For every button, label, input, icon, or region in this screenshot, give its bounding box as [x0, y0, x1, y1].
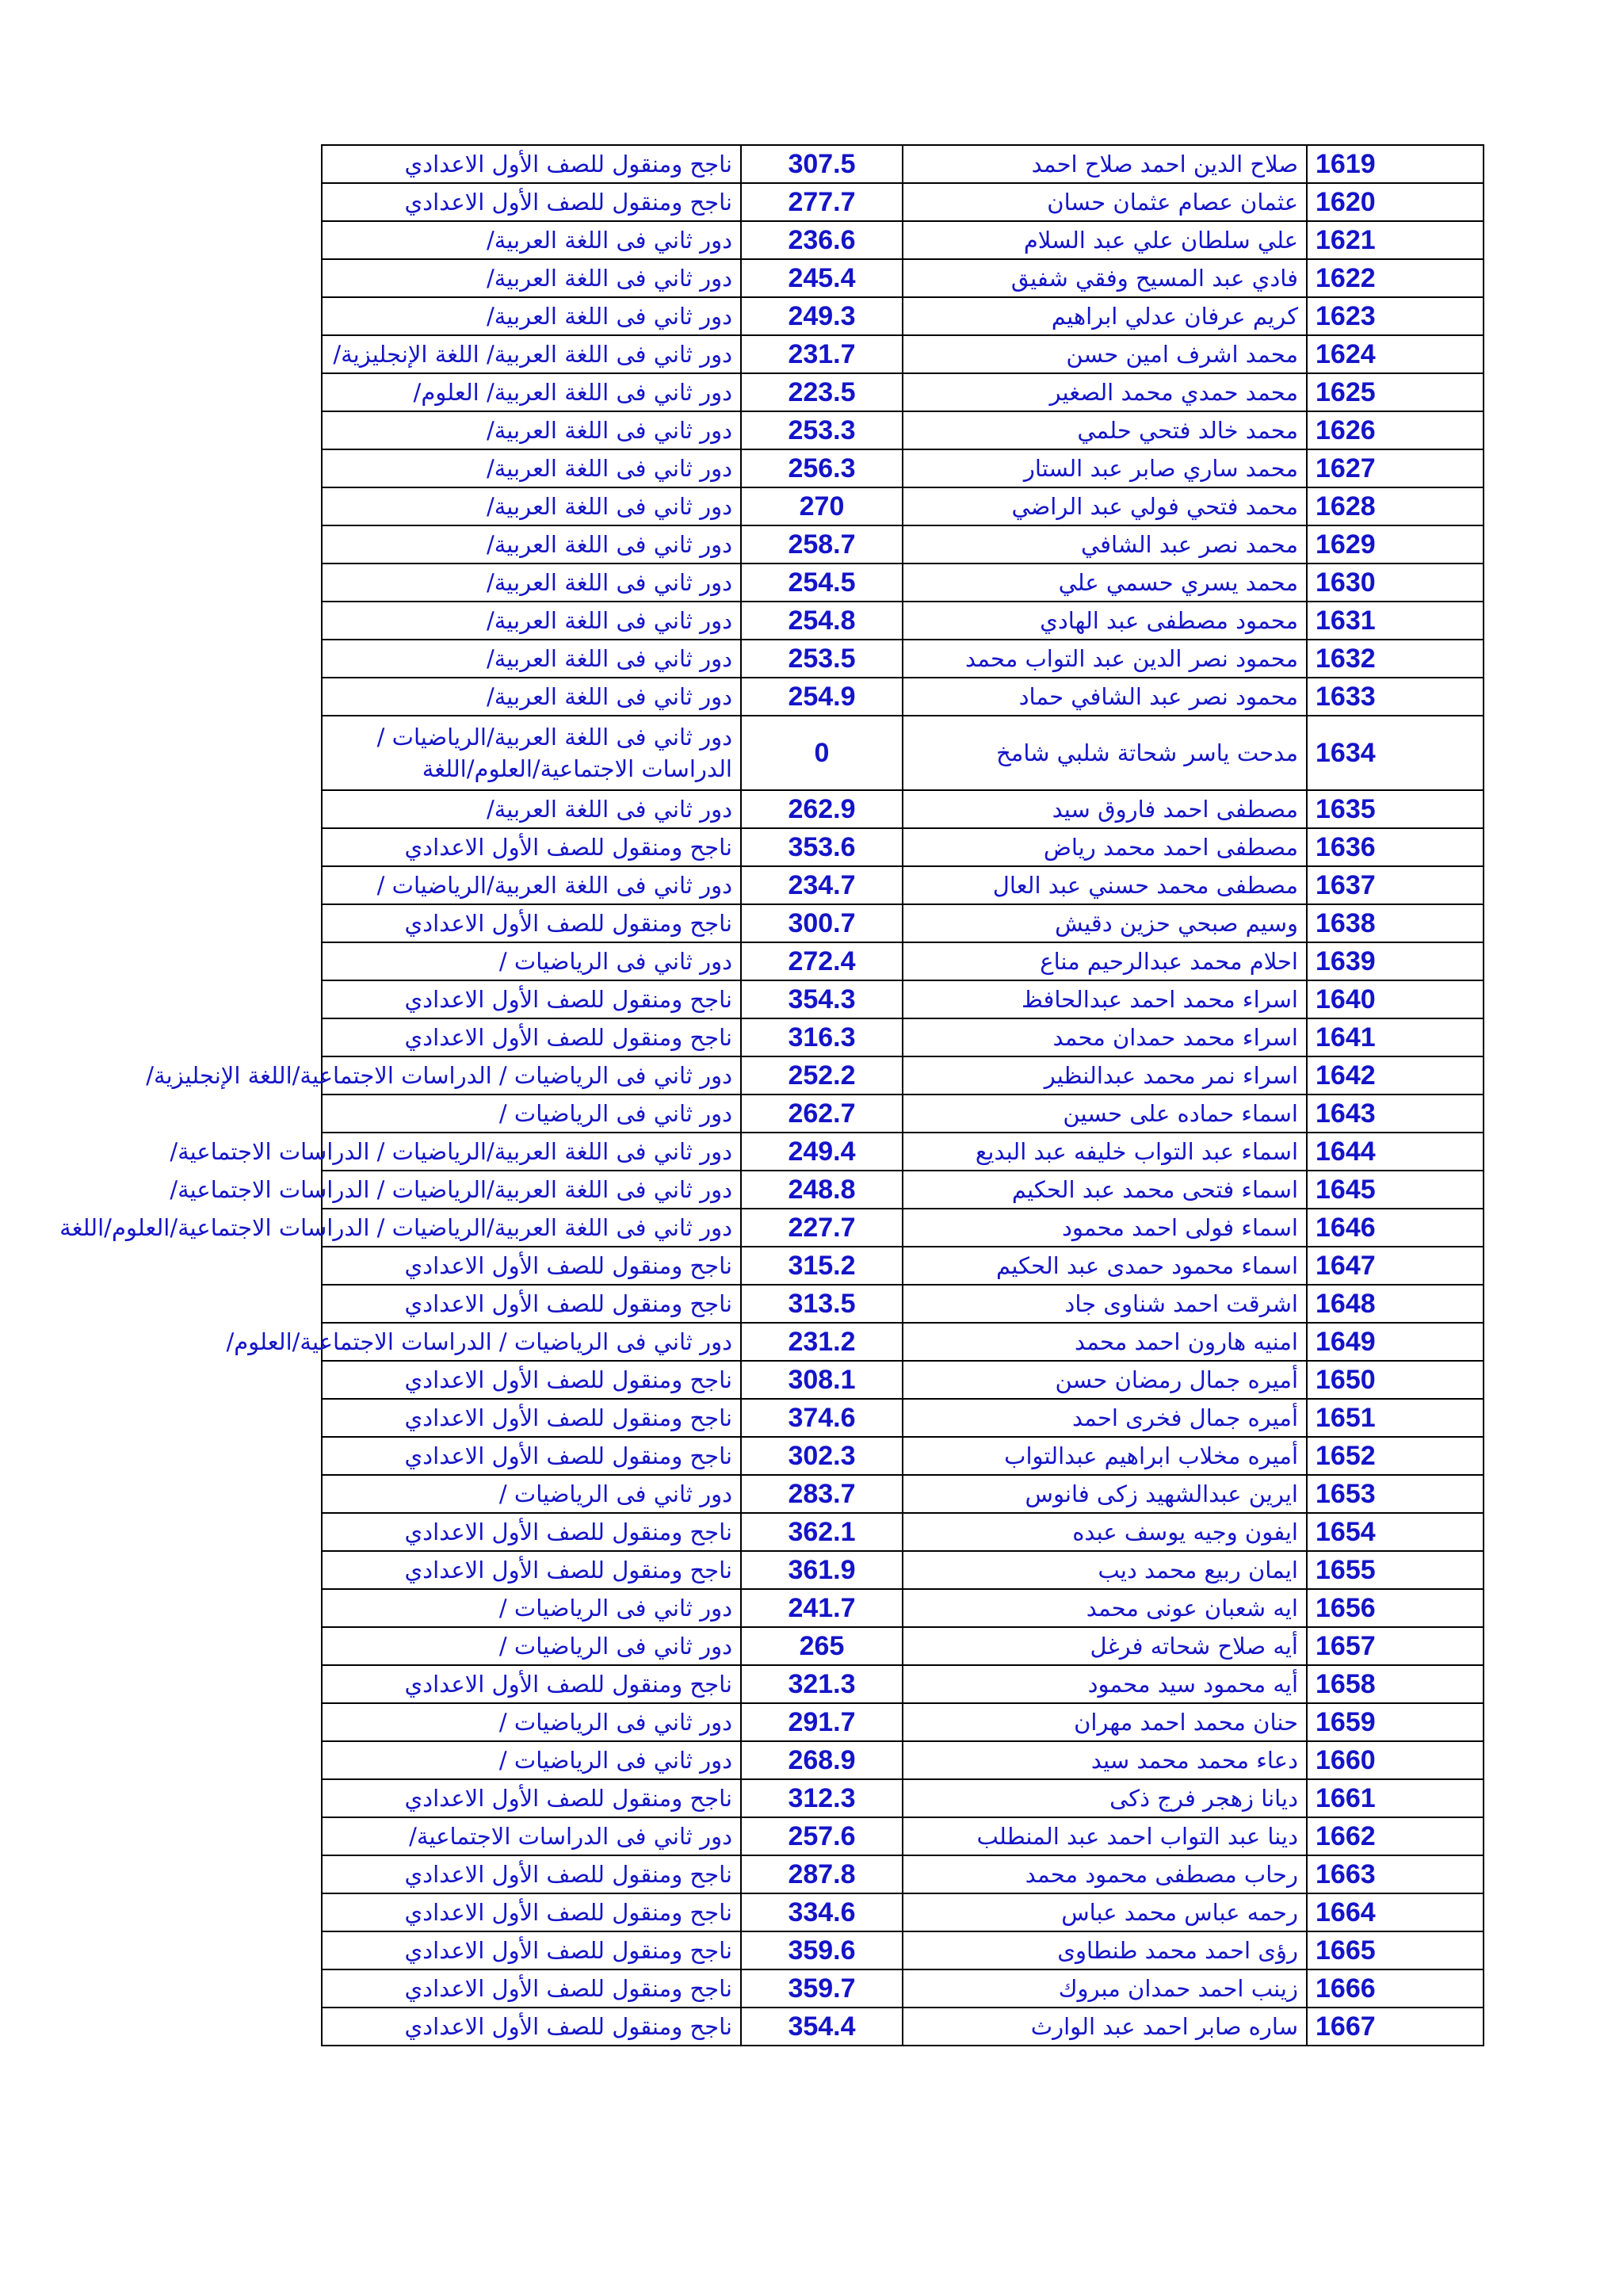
total-score-cell: 231.7 [741, 335, 903, 373]
total-score-cell: 302.3 [741, 1437, 903, 1475]
result-cell: ناجح ومنقول للصف الأول الاعدادي [322, 1437, 741, 1475]
table-row [322, 602, 1484, 640]
result-cell: ناجح ومنقول للصف الأول الاعدادي [322, 2008, 741, 2046]
table-row [322, 1361, 1484, 1399]
total-score-cell: 262.9 [741, 790, 903, 828]
table-row [322, 297, 1484, 335]
table-row [322, 1817, 1484, 1855]
student-name-cell: محمد خالد فتحي حلمي [903, 411, 1307, 449]
table-row [322, 1969, 1484, 2008]
table-row [322, 145, 1484, 183]
seat-number-cell: 1632 [1307, 640, 1484, 678]
seat-number-cell: 1641 [1307, 1018, 1484, 1056]
total-score-cell: 268.9 [741, 1741, 903, 1779]
student-name-cell: اسراء محمد احمد عبدالحافظ [903, 980, 1307, 1018]
seat-number-cell: 1658 [1307, 1665, 1484, 1703]
table-row [322, 980, 1484, 1018]
seat-number-cell: 1631 [1307, 602, 1484, 640]
student-name-cell: ايفون وجيه يوسف عبده [903, 1513, 1307, 1551]
result-cell: دور ثاني فى اللغة العربية/ [322, 525, 741, 563]
total-score-cell: 254.8 [741, 602, 903, 640]
results-table-body [59, 145, 1484, 2046]
total-score-cell: 321.3 [741, 1665, 903, 1703]
table-row [322, 678, 1484, 716]
result-cell: ناجح ومنقول للصف الأول الاعدادي [322, 1893, 741, 1931]
seat-number-cell: 1666 [1307, 1969, 1484, 2008]
seat-number-cell: 1640 [1307, 980, 1484, 1018]
total-score-cell: 362.1 [741, 1513, 903, 1551]
result-cell: دور ثاني فى الرياضيات / [322, 1627, 741, 1665]
student-name-cell: فادي عبد المسيح وفقي شفيق [903, 259, 1307, 297]
table-row [322, 942, 1484, 980]
student-name-cell: محمد حمدي محمد الصغير [903, 373, 1307, 411]
seat-number-cell: 1656 [1307, 1589, 1484, 1627]
student-name-cell: ايه شعبان عونى محمد [903, 1589, 1307, 1627]
seat-number-cell: 1620 [1307, 183, 1484, 221]
seat-number-cell: 1647 [1307, 1247, 1484, 1285]
student-name-cell: رحاب مصطفى محمود محمد [903, 1855, 1307, 1893]
total-score-cell: 283.7 [741, 1475, 903, 1513]
student-name-cell: أيه صلاح شحاته فرغل [903, 1627, 1307, 1665]
total-score-cell: 316.3 [741, 1018, 903, 1056]
student-name-cell: أيه محمود سيد محمود [903, 1665, 1307, 1703]
result-cell: دور ثاني فى اللغة العربية/الرياضيات / [322, 866, 741, 904]
total-score-cell: 256.3 [741, 449, 903, 487]
seat-number-cell: 1625 [1307, 373, 1484, 411]
result-cell: دور ثاني فى الرياضيات / [322, 1095, 741, 1133]
student-name-cell: دعاء محمد محمد سيد [903, 1741, 1307, 1779]
total-score-cell: 253.5 [741, 640, 903, 678]
seat-number-cell: 1636 [1307, 828, 1484, 866]
total-score-cell: 312.3 [741, 1779, 903, 1817]
student-name-cell: محمد نصر عبد الشافي [903, 525, 1307, 563]
result-cell: دور ثاني فى اللغة العربية/ [322, 640, 741, 678]
result-cell: ناجح ومنقول للصف الأول الاعدادي [322, 1665, 741, 1703]
table-row [322, 1513, 1484, 1551]
result-cell: ناجح ومنقول للصف الأول الاعدادي [322, 1931, 741, 1969]
table-row [322, 335, 1484, 373]
student-name-cell: اسماء فتحى محمد عبد الحكيم [903, 1171, 1307, 1209]
seat-number-cell: 1629 [1307, 525, 1484, 563]
total-score-cell: 353.6 [741, 828, 903, 866]
seat-number-cell: 1665 [1307, 1931, 1484, 1969]
total-score-cell: 252.2 [741, 1056, 903, 1095]
results-table [59, 144, 1484, 2046]
result-cell: ناجح ومنقول للصف الأول الاعدادي [322, 1513, 741, 1551]
seat-number-cell: 1650 [1307, 1361, 1484, 1399]
table-row [322, 1589, 1484, 1627]
seat-number-cell: 1628 [1307, 487, 1484, 525]
result-cell: دور ثاني فى اللغة العربية/ اللغة الإنجليزية/ [322, 335, 741, 373]
table-row [322, 411, 1484, 449]
seat-number-cell: 1660 [1307, 1741, 1484, 1779]
seat-number-cell: 1644 [1307, 1133, 1484, 1171]
table-row [322, 563, 1484, 602]
table-row [322, 866, 1484, 904]
result-cell: دور ثاني فى اللغة العربية/ [322, 297, 741, 335]
total-score-cell: 234.7 [741, 866, 903, 904]
table-row [322, 525, 1484, 563]
table-row [322, 1437, 1484, 1475]
student-name-cell: اسماء عبد التواب خليفه عبد البديع [903, 1133, 1307, 1171]
student-name-cell: أميره مخلاب ابراهيم عبدالتواب [903, 1437, 1307, 1475]
result-cell: دور ثاني فى الرياضيات / [322, 942, 741, 980]
table-row [322, 1285, 1484, 1323]
result-cell: دور ثاني فى اللغة العربية/ [322, 449, 741, 487]
seat-number-cell: 1659 [1307, 1703, 1484, 1741]
result-cell: ناجح ومنقول للصف الأول الاعدادي [322, 1285, 741, 1323]
seat-number-cell: 1654 [1307, 1513, 1484, 1551]
total-score-cell: 245.4 [741, 259, 903, 297]
total-score-cell: 308.1 [741, 1361, 903, 1399]
table-row [322, 790, 1484, 828]
seat-number-cell: 1652 [1307, 1437, 1484, 1475]
seat-number-cell: 1639 [1307, 942, 1484, 980]
total-score-cell: 354.3 [741, 980, 903, 1018]
student-name-cell: كريم عرفان عدلي ابراهيم [903, 297, 1307, 335]
student-name-cell: امنيه هارون احمد محمد [903, 1323, 1307, 1361]
student-name-cell: أميره جمال رمضان حسن [903, 1361, 1307, 1399]
student-name-cell: علي سلطان علي عبد السلام [903, 221, 1307, 259]
student-name-cell: محمد ساري صابر عبد الستار [903, 449, 1307, 487]
table-row [322, 1247, 1484, 1285]
student-name-cell: أميره جمال فخرى احمد [903, 1399, 1307, 1437]
seat-number-cell: 1635 [1307, 790, 1484, 828]
student-name-cell: مصطفى احمد فاروق سيد [903, 790, 1307, 828]
total-score-cell: 334.6 [741, 1893, 903, 1931]
result-cell: دور ثاني فى اللغة العربية/الرياضيات / الدراسات الاجتماعية/العلوم/اللغة [322, 716, 741, 790]
result-cell: دور ثاني فى الرياضيات / [322, 1475, 741, 1513]
student-name-cell: محمد اشرف امين حسن [903, 335, 1307, 373]
student-name-cell: محمد يسري حسمي علي [903, 563, 1307, 602]
total-score-cell: 359.7 [741, 1969, 903, 2008]
result-cell: دور ثاني فى اللغة العربية/ العلوم/ [322, 373, 741, 411]
seat-number-cell: 1619 [1307, 145, 1484, 183]
table-row [322, 1855, 1484, 1893]
total-score-cell: 287.8 [741, 1855, 903, 1893]
seat-number-cell: 1649 [1307, 1323, 1484, 1361]
total-score-cell: 241.7 [741, 1589, 903, 1627]
table-row [322, 1018, 1484, 1056]
table-row [322, 373, 1484, 411]
result-cell: ناجح ومنقول للصف الأول الاعدادي [322, 1018, 741, 1056]
total-score-cell: 258.7 [741, 525, 903, 563]
total-score-cell: 254.5 [741, 563, 903, 602]
table-row [322, 1209, 1484, 1247]
result-cell: دور ثاني فى اللغة العربية/ [322, 259, 741, 297]
total-score-cell: 315.2 [741, 1247, 903, 1285]
result-cell: دور ثاني فى الرياضيات / [322, 1741, 741, 1779]
seat-number-cell: 1664 [1307, 1893, 1484, 1931]
student-name-cell: مصطفى احمد محمد رياض [903, 828, 1307, 866]
table-row [322, 1931, 1484, 1969]
table-row [322, 1095, 1484, 1133]
total-score-cell: 361.9 [741, 1551, 903, 1589]
result-cell: ناجح ومنقول للصف الأول الاعدادي [322, 1855, 741, 1893]
total-score-cell: 249.4 [741, 1133, 903, 1171]
total-score-cell: 254.9 [741, 678, 903, 716]
total-score-cell: 291.7 [741, 1703, 903, 1741]
student-name-cell: صلاح الدين احمد صلاح احمد [903, 145, 1307, 183]
student-name-cell: عثمان عصام عثمان حسان [903, 183, 1307, 221]
table-row [322, 828, 1484, 866]
table-row [322, 221, 1484, 259]
student-name-cell: اسماء محمود حمدى عبد الحكيم [903, 1247, 1307, 1285]
result-cell: ناجح ومنقول للصف الأول الاعدادي [322, 1247, 741, 1285]
result-cell: دور ثاني فى اللغة العربية/الرياضيات / الدراسات الاجتماعية/العلوم/اللغة [322, 1209, 741, 1247]
seat-number-cell: 1627 [1307, 449, 1484, 487]
student-name-cell: محمود نصر عبد الشافي حماد [903, 678, 1307, 716]
seat-number-cell: 1638 [1307, 904, 1484, 942]
total-score-cell: 248.8 [741, 1171, 903, 1209]
result-cell: ناجح ومنقول للصف الأول الاعدادي [322, 980, 741, 1018]
result-cell: دور ثاني فى اللغة العربية/ [322, 487, 741, 525]
total-score-cell: 257.6 [741, 1817, 903, 1855]
seat-number-cell: 1645 [1307, 1171, 1484, 1209]
total-score-cell: 277.7 [741, 183, 903, 221]
student-name-cell: احلام محمد عبدالرحيم مناع [903, 942, 1307, 980]
table-row [322, 1779, 1484, 1817]
result-cell: دور ثاني فى الرياضيات / [322, 1589, 741, 1627]
table-row [322, 1323, 1484, 1361]
result-cell: ناجح ومنقول للصف الأول الاعدادي [322, 1361, 741, 1399]
result-cell: دور ثاني فى اللغة العربية/ [322, 602, 741, 640]
total-score-cell: 313.5 [741, 1285, 903, 1323]
table-row [322, 716, 1484, 790]
total-score-cell: 265 [741, 1627, 903, 1665]
seat-number-cell: 1653 [1307, 1475, 1484, 1513]
total-score-cell: 272.4 [741, 942, 903, 980]
table-row [322, 1551, 1484, 1589]
seat-number-cell: 1662 [1307, 1817, 1484, 1855]
result-cell: ناجح ومنقول للصف الأول الاعدادي [322, 1779, 741, 1817]
seat-number-cell: 1663 [1307, 1855, 1484, 1893]
result-cell: دور ثاني فى الرياضيات / الدراسات الاجتماعية/العلوم/ [322, 1323, 741, 1361]
result-cell: دور ثاني فى اللغة العربية/ [322, 221, 741, 259]
seat-number-cell: 1643 [1307, 1095, 1484, 1133]
table-row [322, 1475, 1484, 1513]
total-score-cell: 236.6 [741, 221, 903, 259]
table-row [322, 1893, 1484, 1931]
seat-number-cell: 1648 [1307, 1285, 1484, 1323]
total-score-cell: 354.4 [741, 2008, 903, 2046]
table-row [322, 1171, 1484, 1209]
student-name-cell: محمود مصطفى عبد الهادي [903, 602, 1307, 640]
student-name-cell: اسماء حماده على حسين [903, 1095, 1307, 1133]
total-score-cell: 359.6 [741, 1931, 903, 1969]
total-score-cell: 249.3 [741, 297, 903, 335]
total-score-cell: 223.5 [741, 373, 903, 411]
table-row [322, 1703, 1484, 1741]
table-row [322, 1399, 1484, 1437]
student-name-cell: اشرقت احمد شناوى جاد [903, 1285, 1307, 1323]
student-name-cell: دينا عبد التواب احمد عبد المنطلب [903, 1817, 1307, 1855]
student-name-cell: مصطفى محمد حسني عبد العال [903, 866, 1307, 904]
table-row [322, 259, 1484, 297]
seat-number-cell: 1630 [1307, 563, 1484, 602]
total-score-cell: 227.7 [741, 1209, 903, 1247]
total-score-cell: 270 [741, 487, 903, 525]
student-name-cell: اسماء فولى احمد محمود [903, 1209, 1307, 1247]
table-row [322, 449, 1484, 487]
result-cell: دور ثاني فى الرياضيات / [322, 1703, 741, 1741]
total-score-cell: 231.2 [741, 1323, 903, 1361]
table-row [322, 904, 1484, 942]
seat-number-cell: 1623 [1307, 297, 1484, 335]
table-row [322, 1741, 1484, 1779]
student-name-cell: ايرين عبدالشهيد زكى فانوس [903, 1475, 1307, 1513]
table-row [322, 1665, 1484, 1703]
seat-number-cell: 1633 [1307, 678, 1484, 716]
result-cell: ناجح ومنقول للصف الأول الاعدادي [322, 904, 741, 942]
result-cell: دور ثاني فى الرياضيات / الدراسات الاجتماعية/اللغة الإنجليزية/ [322, 1056, 741, 1095]
result-cell: ناجح ومنقول للصف الأول الاعدادي [322, 828, 741, 866]
total-score-cell: 300.7 [741, 904, 903, 942]
student-name-cell: مدحت ياسر شحاتة شلبي شامخ [903, 716, 1307, 790]
student-name-cell: محمد فتحي فولي عبد الراضي [903, 487, 1307, 525]
seat-number-cell: 1634 [1307, 716, 1484, 790]
seat-number-cell: 1642 [1307, 1056, 1484, 1095]
student-name-cell: وسيم صبحي حزين دقيش [903, 904, 1307, 942]
seat-number-cell: 1646 [1307, 1209, 1484, 1247]
seat-number-cell: 1622 [1307, 259, 1484, 297]
student-name-cell: ايمان ربيع محمد ديب [903, 1551, 1307, 1589]
student-name-cell: اسراء محمد حمدان محمد [903, 1018, 1307, 1056]
seat-number-cell: 1621 [1307, 221, 1484, 259]
total-score-cell: 253.3 [741, 411, 903, 449]
table-row [322, 2008, 1484, 2046]
student-name-cell: اسراء نمر محمد عبدالنظير [903, 1056, 1307, 1095]
seat-number-cell: 1637 [1307, 866, 1484, 904]
seat-number-cell: 1626 [1307, 411, 1484, 449]
table-row [322, 1056, 1484, 1095]
result-cell: دور ثاني فى اللغة العربية/ [322, 790, 741, 828]
result-cell: دور ثاني فى اللغة العربية/الرياضيات / الدراسات الاجتماعية/ [322, 1133, 741, 1171]
table-row [322, 1627, 1484, 1665]
student-name-cell: ديانا زهجر فرج ذكى [903, 1779, 1307, 1817]
total-score-cell: 262.7 [741, 1095, 903, 1133]
total-score-cell: 0 [741, 716, 903, 790]
student-name-cell: رحمه عباس محمد عباس [903, 1893, 1307, 1931]
total-score-cell: 307.5 [741, 145, 903, 183]
result-cell: دور ثاني فى اللغة العربية/ [322, 563, 741, 602]
seat-number-cell: 1624 [1307, 335, 1484, 373]
table-row [322, 487, 1484, 525]
student-name-cell: زينب احمد حمدان مبروك [903, 1969, 1307, 2008]
table-row [322, 183, 1484, 221]
seat-number-cell: 1661 [1307, 1779, 1484, 1817]
result-cell: دور ثاني فى الدراسات الاجتماعية/ [322, 1817, 741, 1855]
result-cell: ناجح ومنقول للصف الأول الاعدادي [322, 1399, 741, 1437]
total-score-cell: 374.6 [741, 1399, 903, 1437]
result-cell: ناجح ومنقول للصف الأول الاعدادي [322, 145, 741, 183]
seat-number-cell: 1667 [1307, 2008, 1484, 2046]
seat-number-cell: 1655 [1307, 1551, 1484, 1589]
student-name-cell: محمود نصر الدين عبد التواب محمد [903, 640, 1307, 678]
student-name-cell: رؤى احمد محمد طنطاوى [903, 1931, 1307, 1969]
student-name-cell: حنان محمد احمد مهران [903, 1703, 1307, 1741]
table-row [322, 1133, 1484, 1171]
result-cell: دور ثاني فى اللغة العربية/الرياضيات / الدراسات الاجتماعية/ [322, 1171, 741, 1209]
seat-number-cell: 1657 [1307, 1627, 1484, 1665]
result-cell: دور ثاني فى اللغة العربية/ [322, 678, 741, 716]
result-cell: ناجح ومنقول للصف الأول الاعدادي [322, 183, 741, 221]
result-cell: دور ثاني فى اللغة العربية/ [322, 411, 741, 449]
student-name-cell: ساره صابر احمد عبد الوارث [903, 2008, 1307, 2046]
table-row [322, 640, 1484, 678]
result-cell: ناجح ومنقول للصف الأول الاعدادي [322, 1969, 741, 2008]
seat-number-cell: 1651 [1307, 1399, 1484, 1437]
result-cell: ناجح ومنقول للصف الأول الاعدادي [322, 1551, 741, 1589]
